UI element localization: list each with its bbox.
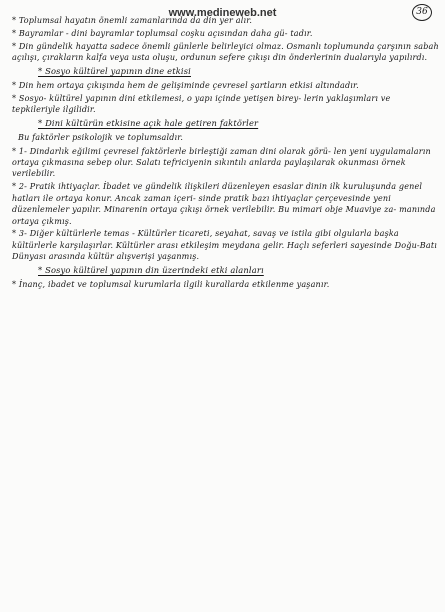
note-line-individual-reactions: * Sosyo- kültürel yapının dini etkilemesi, o yapı içinde yetişen birey- lerin yaklaşımları ve tepkileriyle ilgilidir. bbox=[12, 93, 391, 115]
note-item-religiosity: * 1- Dindarlık eğilimi çevresel faktörlerle birleştiği zaman dini olarak görü- len yeni uygulamaların ortaya çıkmasına sebep olur. Salatı tefriciyenin sıkıntılı anlarda paylaşılarak okunması örnek verilebilir. bbox=[12, 146, 431, 179]
section-heading-influence-areas: * Sosyo kültürel yapının din üzerindeki etki alanları bbox=[38, 264, 264, 275]
page-number: 36 bbox=[412, 4, 432, 21]
note-line-daily-life: * Din gündelik hayatta sadece önemli günlerle belirleyici olmaz. Osmanlı toplumunda çarşının sabah açılışı, çırakların kalfa veya usta oluşu, ordunun sefere çıkışı din önderlerinin dualarıyla yapılırdı. bbox=[12, 41, 439, 63]
note-item-cultural-contact: * 3- Diğer kültürlerle temas - Kültürler ticareti, seyahat, savaş ve istila gibi olgularla başka kültürlerle karşılaşırlar. Kültürler arası etkileşim meydana gelir. Haçlı seferleri sayesinde Doğu-Batı Dünyası arasında kültür alışverişi yaşanmış. bbox=[12, 229, 437, 262]
note-line-environment: * Din hem ortaya çıkışında hem de gelişiminde çevresel şartların etkisi altındadır. bbox=[12, 81, 359, 91]
source-watermark: www.medineweb.net bbox=[168, 7, 277, 19]
section-heading-factors: * Dini kültürün etkisine açık hale getiren faktörler bbox=[38, 117, 259, 128]
section-heading-sociocultural-effect: * Sosyo kültürel yapının dine etkisi bbox=[38, 65, 191, 76]
note-line-holidays: * Bayramlar - dini bayramlar toplumsal coşku açısından daha gü- tadır. bbox=[12, 28, 313, 38]
note-line-public-life: * Toplumsal hayatın önemli zamanlarında da din yer alır. bbox=[12, 16, 253, 25]
note-line-belief-worship: * İnanç, ibadet ve toplumsal kurumlarla ilgili kurallarda etkilenme yaşanır. bbox=[12, 280, 330, 290]
note-item-practical-needs: * 2- Pratik ihtiyaçlar. İbadet ve gündelik ilişkileri düzenleyen esaslar dinin ilk kuruluşunda genel hatları ile ortaya konur. Ancak zaman içeri- sinde pratik bazı ihtiyaçlar çerçevesinde yeni düzenlemeler yapılır. Minarenin ortaya çıkışı örnek verilebilir. Bu mimari obje Muaviye za- manında ortaya çıkmış. bbox=[12, 182, 436, 226]
note-line-factor-types: Bu faktörler psikolojik ve toplumsaldır. bbox=[18, 133, 184, 143]
notes-body bbox=[12, 15, 440, 292]
